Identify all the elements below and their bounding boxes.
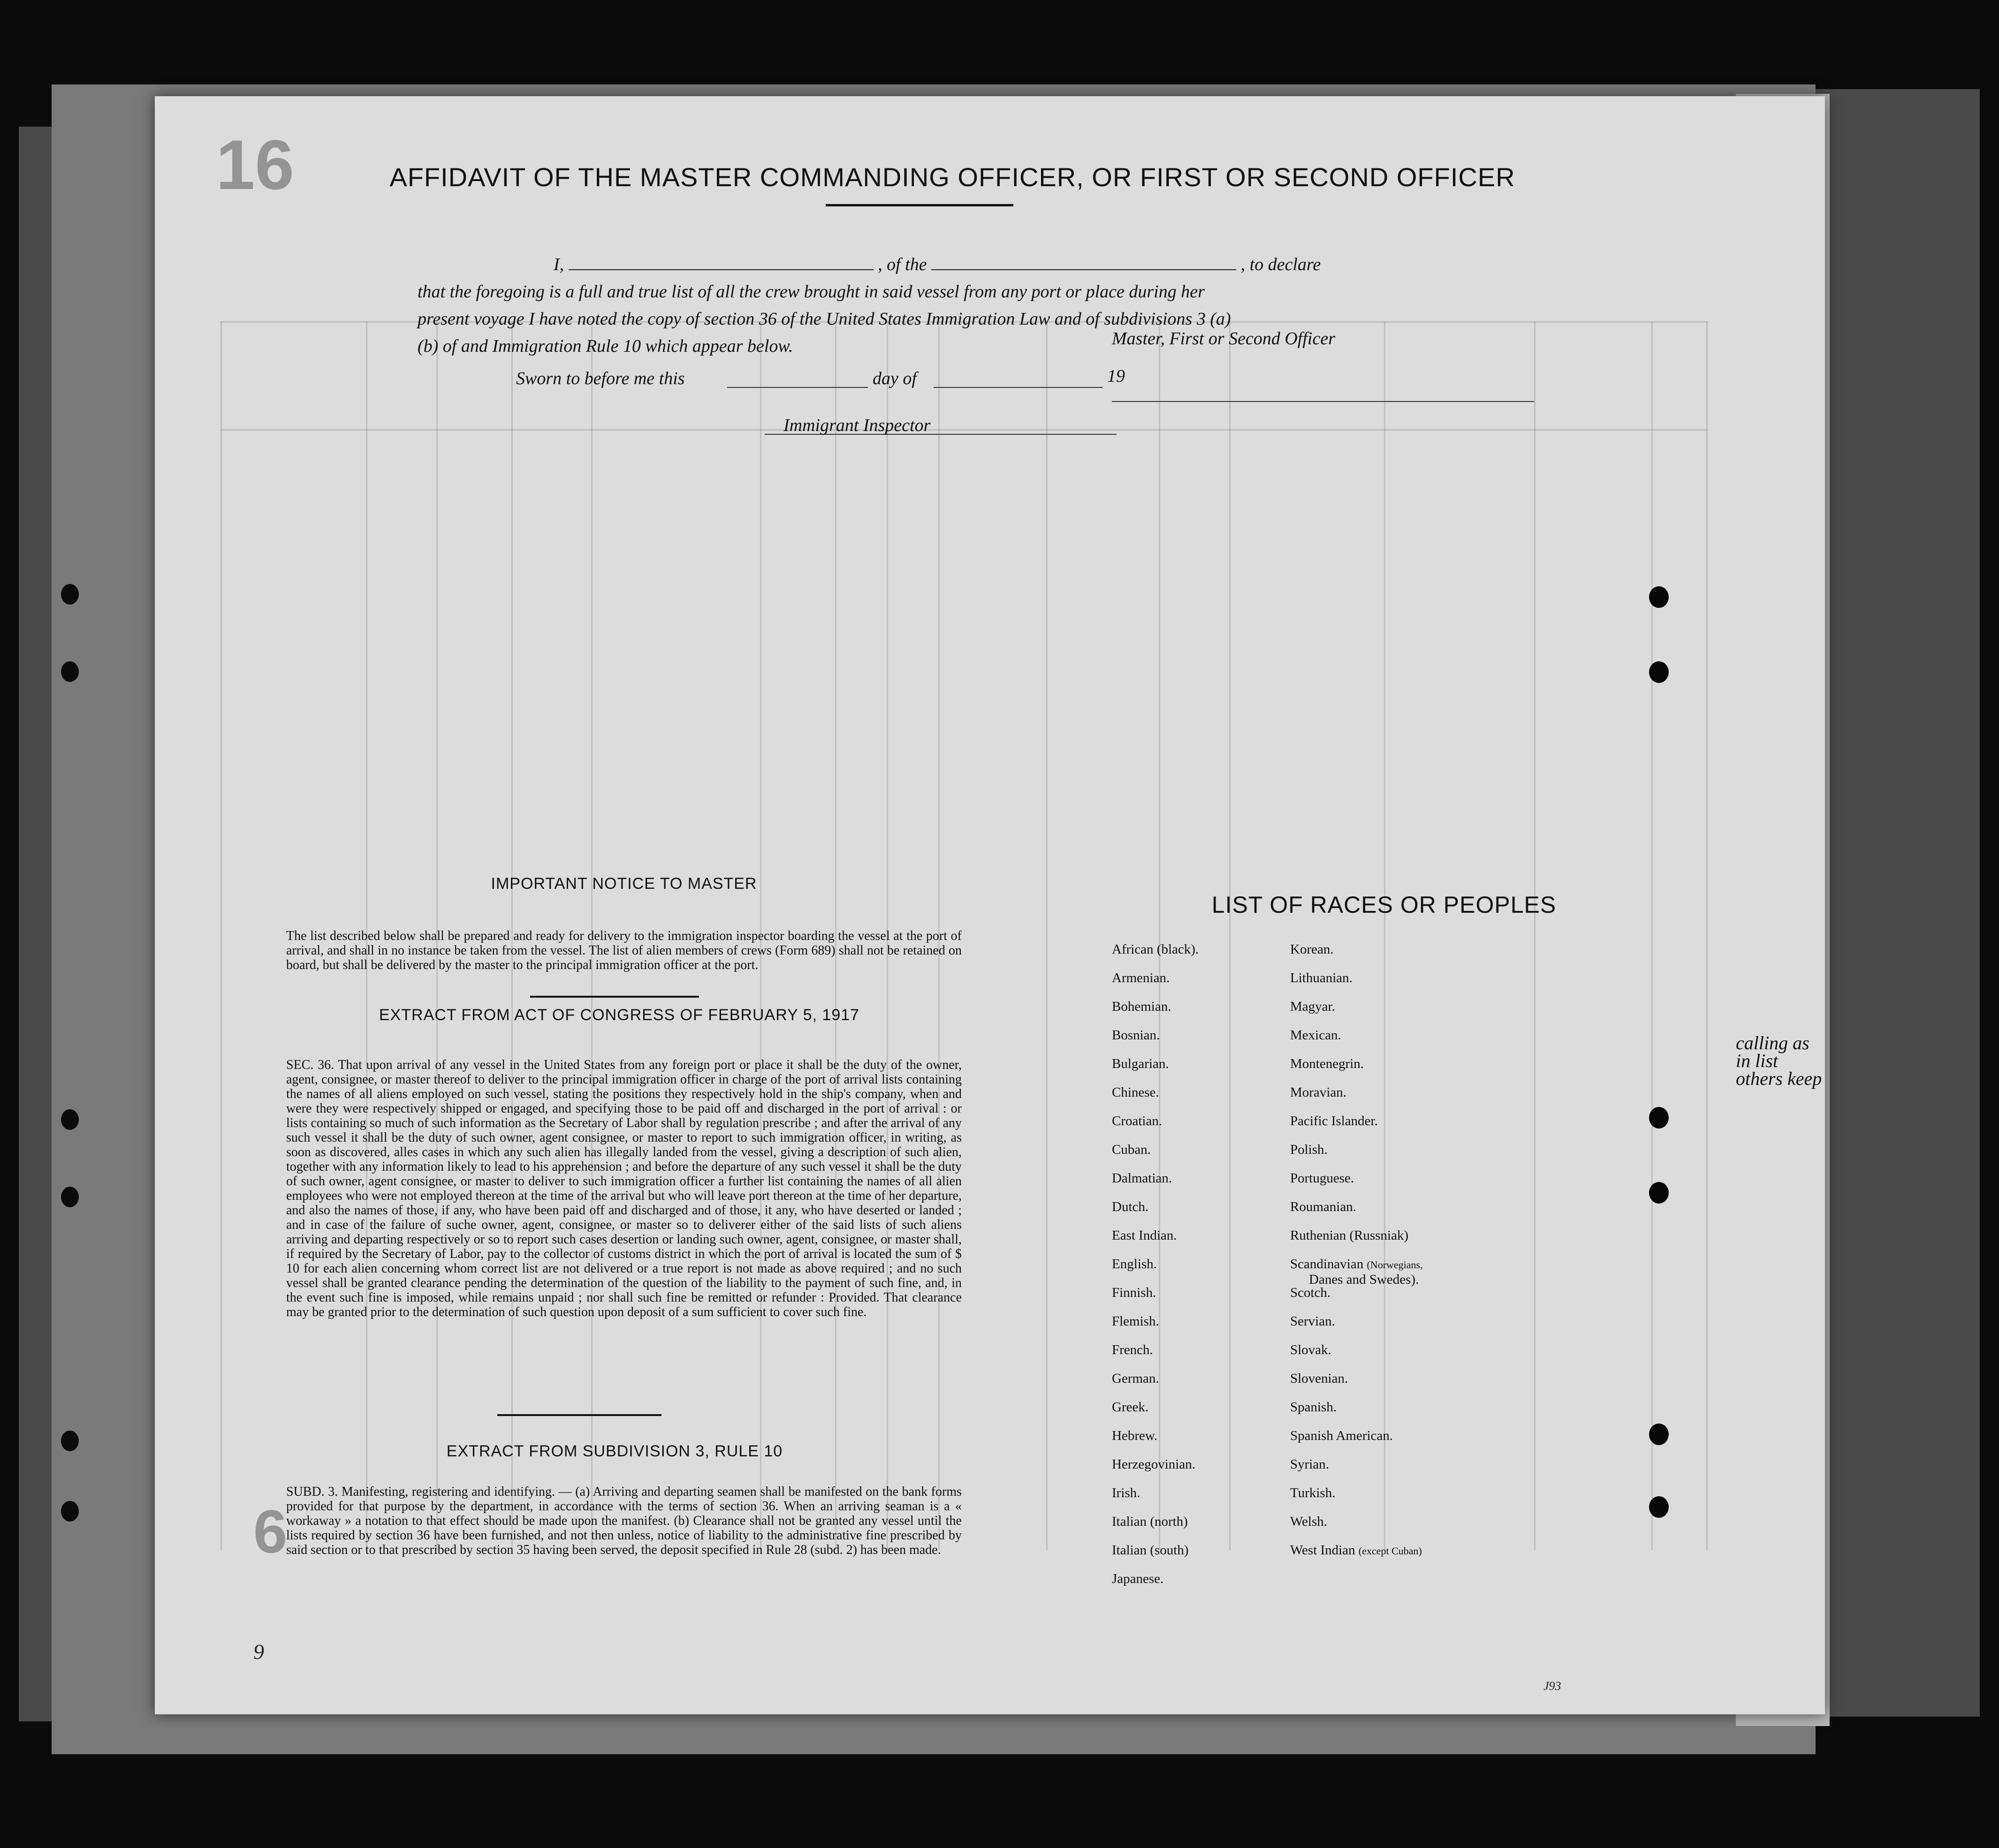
race-item: Welsh. — [1290, 1514, 1328, 1529]
race-item: Dutch. — [1112, 1199, 1149, 1214]
race-item: Turkish. — [1290, 1485, 1336, 1500]
affidavit-of-the: , of the — [878, 255, 927, 274]
race-item: Bohemian. — [1112, 999, 1171, 1014]
master-signature-line — [1112, 401, 1534, 402]
act-text: SEC. 36. That upon arrival of any vessel in the United States from any foreign port or place it shall be the duty of the owner, agent, consignee, or master thereof to deliver to the principal immigration officer in charge of the port of arrival lists containing the names of all aliens employed on such vessel, stating the positions they respectively hold in the ship's company, when and were they were respectively shipped or engaged, and specifying those to be paid off and discharged in the port of arrival : or lists containing so much of such information as the Secretary of Labor shall by regulation prescribe ; and after the arrival of any such vessel it shall be the duty of such owner, agent consignee, or master to report to such immigration officer, in writing, as soon as discovered, alles cases in which any such alien has illegally landed from the vessel, giving a description of such alien, together with any information likely to lead to his apprehension ; and before the departure of any such vessel it shall be the duty of such owner, agent consignee, or master to deliver to such immigration officer a further list containing the names of all alien employees who were not employed thereon at the time of the arrival but who will leave port thereon at the time of her departure, and also the names of those, if any, who have been paid off and discharged and of those, it any, who have deserted or landed ; and in case of the failure of suche owner, agent, consignee, or master so to deliverer either of the said lists of such aliens arriving and departing respectively or so to report such cases desertion or landing such owner, agent, consignee, or master shall, if required by the Secretary of Labor, pay to the collector of customs district in which the port of arrival is located the sum of $ 10 for each alien concerning whom correct list are not delivered or a true report is not made as above required ; and no such vessel shall be granted clearance pending the determination of the question of the liability to the payment of such fine, and, in the event such fine is imposed, while remains unpaid ; nor shall such fine be remitted or refunder : Provided. That clearance may be granted prior to the determination of such question upon deposit of a sum sufficient to cover such fine. — [286, 1058, 962, 1319]
race-item: East Indian. — [1112, 1228, 1177, 1243]
race-item: Lithuanian. — [1290, 970, 1353, 985]
race-item: Pacific Islander. — [1290, 1113, 1378, 1128]
binder-hole — [61, 1431, 79, 1451]
affidavit-to-declare: , to declare — [1240, 255, 1321, 274]
day-of-label: day of — [873, 369, 917, 388]
binder-hole — [61, 1187, 79, 1207]
punch-hole — [1649, 1496, 1669, 1518]
punch-hole — [1649, 661, 1669, 683]
race-item: Portuguese. — [1290, 1171, 1354, 1186]
race-item-west-indian: West Indian (except Cuban) — [1290, 1543, 1422, 1558]
race-item: Slovenian. — [1290, 1371, 1348, 1386]
race-item: Syrian. — [1290, 1457, 1329, 1472]
affidavit-title: AFFIDAVIT OF THE MASTER COMMANDING OFFICER, OR FIRST OR SECOND OFFICER — [389, 162, 1515, 192]
rule-text: SUBD. 3. Manifesting, registering and identifying. — (a) Arriving and departing seamen shall be manifested on the bank forms provided for that purpose by the department, in accordance with the terms of section 36. When an arriving seaman is a « workaway » a notation to that effect should be made upon the manifest. (b) Clearance shall not be granted any vessel until the lists required by section 36 have been furnished, and not then unless, notice of liability to the administrative fine prescribed by said section or to that prescribed by section 35 having been served, the deposit specified in Rule 28 (subd. 2) has been made. — [286, 1484, 962, 1557]
race-item: Greek. — [1112, 1400, 1149, 1415]
notice-title: IMPORTANT NOTICE TO MASTER — [491, 875, 757, 893]
title-rule — [826, 204, 1013, 206]
race-item: Slovak. — [1290, 1342, 1331, 1357]
race-item: Japanese. — [1112, 1571, 1164, 1586]
race-item: Cuban. — [1112, 1142, 1151, 1157]
affidavit-line-4: (b) of and Immigration Rule 10 which appear below. — [418, 336, 793, 356]
notice-text: The list described below shall be prepared and ready for delivery to the immigration inspector boarding the vessel at the port of arrival, and shall in no instance be taken from the vessel. The list of alien members of crews (Form 689) shall not be retained on board, but shall be delivered by the master to the principal immigration officer at the port. — [286, 929, 962, 972]
race-item: Croatian. — [1112, 1113, 1163, 1128]
race-item: Flemish. — [1112, 1314, 1159, 1329]
race-item: Dalmatian. — [1112, 1171, 1172, 1186]
race-item: German. — [1112, 1371, 1159, 1386]
act-title: EXTRACT FROM ACT OF CONGRESS OF FEBRUARY 5, 1917 — [379, 1006, 860, 1024]
race-item: Chinese. — [1112, 1085, 1159, 1100]
race-item: French. — [1112, 1342, 1153, 1357]
page-number-stamp-bottom: 6 — [253, 1497, 288, 1566]
margin-handwritten-note: calling as in list others keep — [1736, 1032, 1822, 1089]
affidavit-i: I, — [554, 255, 564, 274]
corner-code: J93 — [1543, 1679, 1561, 1693]
affidavit-page — [155, 96, 1825, 1714]
inspector-label: Immigrant Inspector — [783, 416, 931, 435]
race-item: Finnish. — [1112, 1285, 1156, 1300]
binder-hole — [61, 661, 79, 682]
races-right-column — [1290, 942, 1423, 1571]
race-item: Moravian. — [1290, 1085, 1346, 1100]
year-label: 19 — [1107, 366, 1125, 386]
punch-hole — [1649, 586, 1669, 608]
sworn-label: Sworn to before me this — [516, 369, 685, 388]
punch-hole — [1649, 1424, 1669, 1445]
affidavit-line-3: present voyage I have noted the copy of section 36 of the United States Immigration Law and of subdivisions 3 (a) — [418, 309, 1231, 329]
punch-hole — [1649, 1107, 1669, 1128]
race-item: Montenegrin. — [1290, 1056, 1364, 1071]
race-item: Ruthenian (Russniak) — [1290, 1228, 1409, 1243]
binder-hole — [61, 1501, 79, 1522]
affidavit-text — [418, 251, 1539, 360]
binder-hole — [61, 584, 79, 605]
race-item: Polish. — [1290, 1142, 1328, 1157]
sworn-blank — [727, 387, 868, 388]
notice-rule — [530, 996, 699, 998]
races-left-column — [1112, 942, 1199, 1600]
race-item-scandinavian: Scandinavian (Norwegians, Danes and Swedes). — [1290, 1257, 1423, 1287]
race-item: Scotch. — [1290, 1285, 1331, 1300]
race-item: Spanish. — [1290, 1400, 1337, 1415]
race-item: Herzegovinian. — [1112, 1457, 1195, 1472]
master-label: Master, First or Second Officer — [1112, 329, 1336, 348]
race-item: Korean. — [1290, 942, 1334, 957]
page-number-stamp: 16 — [216, 125, 294, 204]
act-rule — [497, 1414, 661, 1416]
race-item: Servian. — [1290, 1314, 1335, 1329]
race-item: Hebrew. — [1112, 1428, 1158, 1443]
race-item: Bosnian. — [1112, 1028, 1160, 1043]
punch-hole — [1649, 1182, 1669, 1204]
corner-handwritten-mark: 9 — [253, 1640, 264, 1664]
binder-hole — [61, 1109, 79, 1130]
day-of-blank — [934, 387, 1102, 388]
race-item: English. — [1112, 1257, 1157, 1272]
affidavit-line-2: that the foregoing is a full and true list of all the crew brought in said vessel from any port or place during her — [418, 282, 1205, 302]
race-item: Spanish American. — [1290, 1428, 1393, 1443]
race-item: Italian (south) — [1112, 1543, 1189, 1558]
race-item: Magyar. — [1290, 999, 1335, 1014]
race-item: African (black). — [1112, 942, 1199, 957]
race-item: Irish. — [1112, 1485, 1140, 1500]
race-item: Italian (north) — [1112, 1514, 1188, 1529]
race-item: Roumanian. — [1290, 1199, 1356, 1214]
races-title: LIST OF RACES OR PEOPLES — [1211, 892, 1557, 918]
rule-title: EXTRACT FROM SUBDIVISION 3, RULE 10 — [446, 1442, 783, 1460]
race-item: Bulgarian. — [1112, 1056, 1169, 1071]
race-item: Mexican. — [1290, 1028, 1341, 1043]
race-item: Armenian. — [1112, 970, 1170, 985]
